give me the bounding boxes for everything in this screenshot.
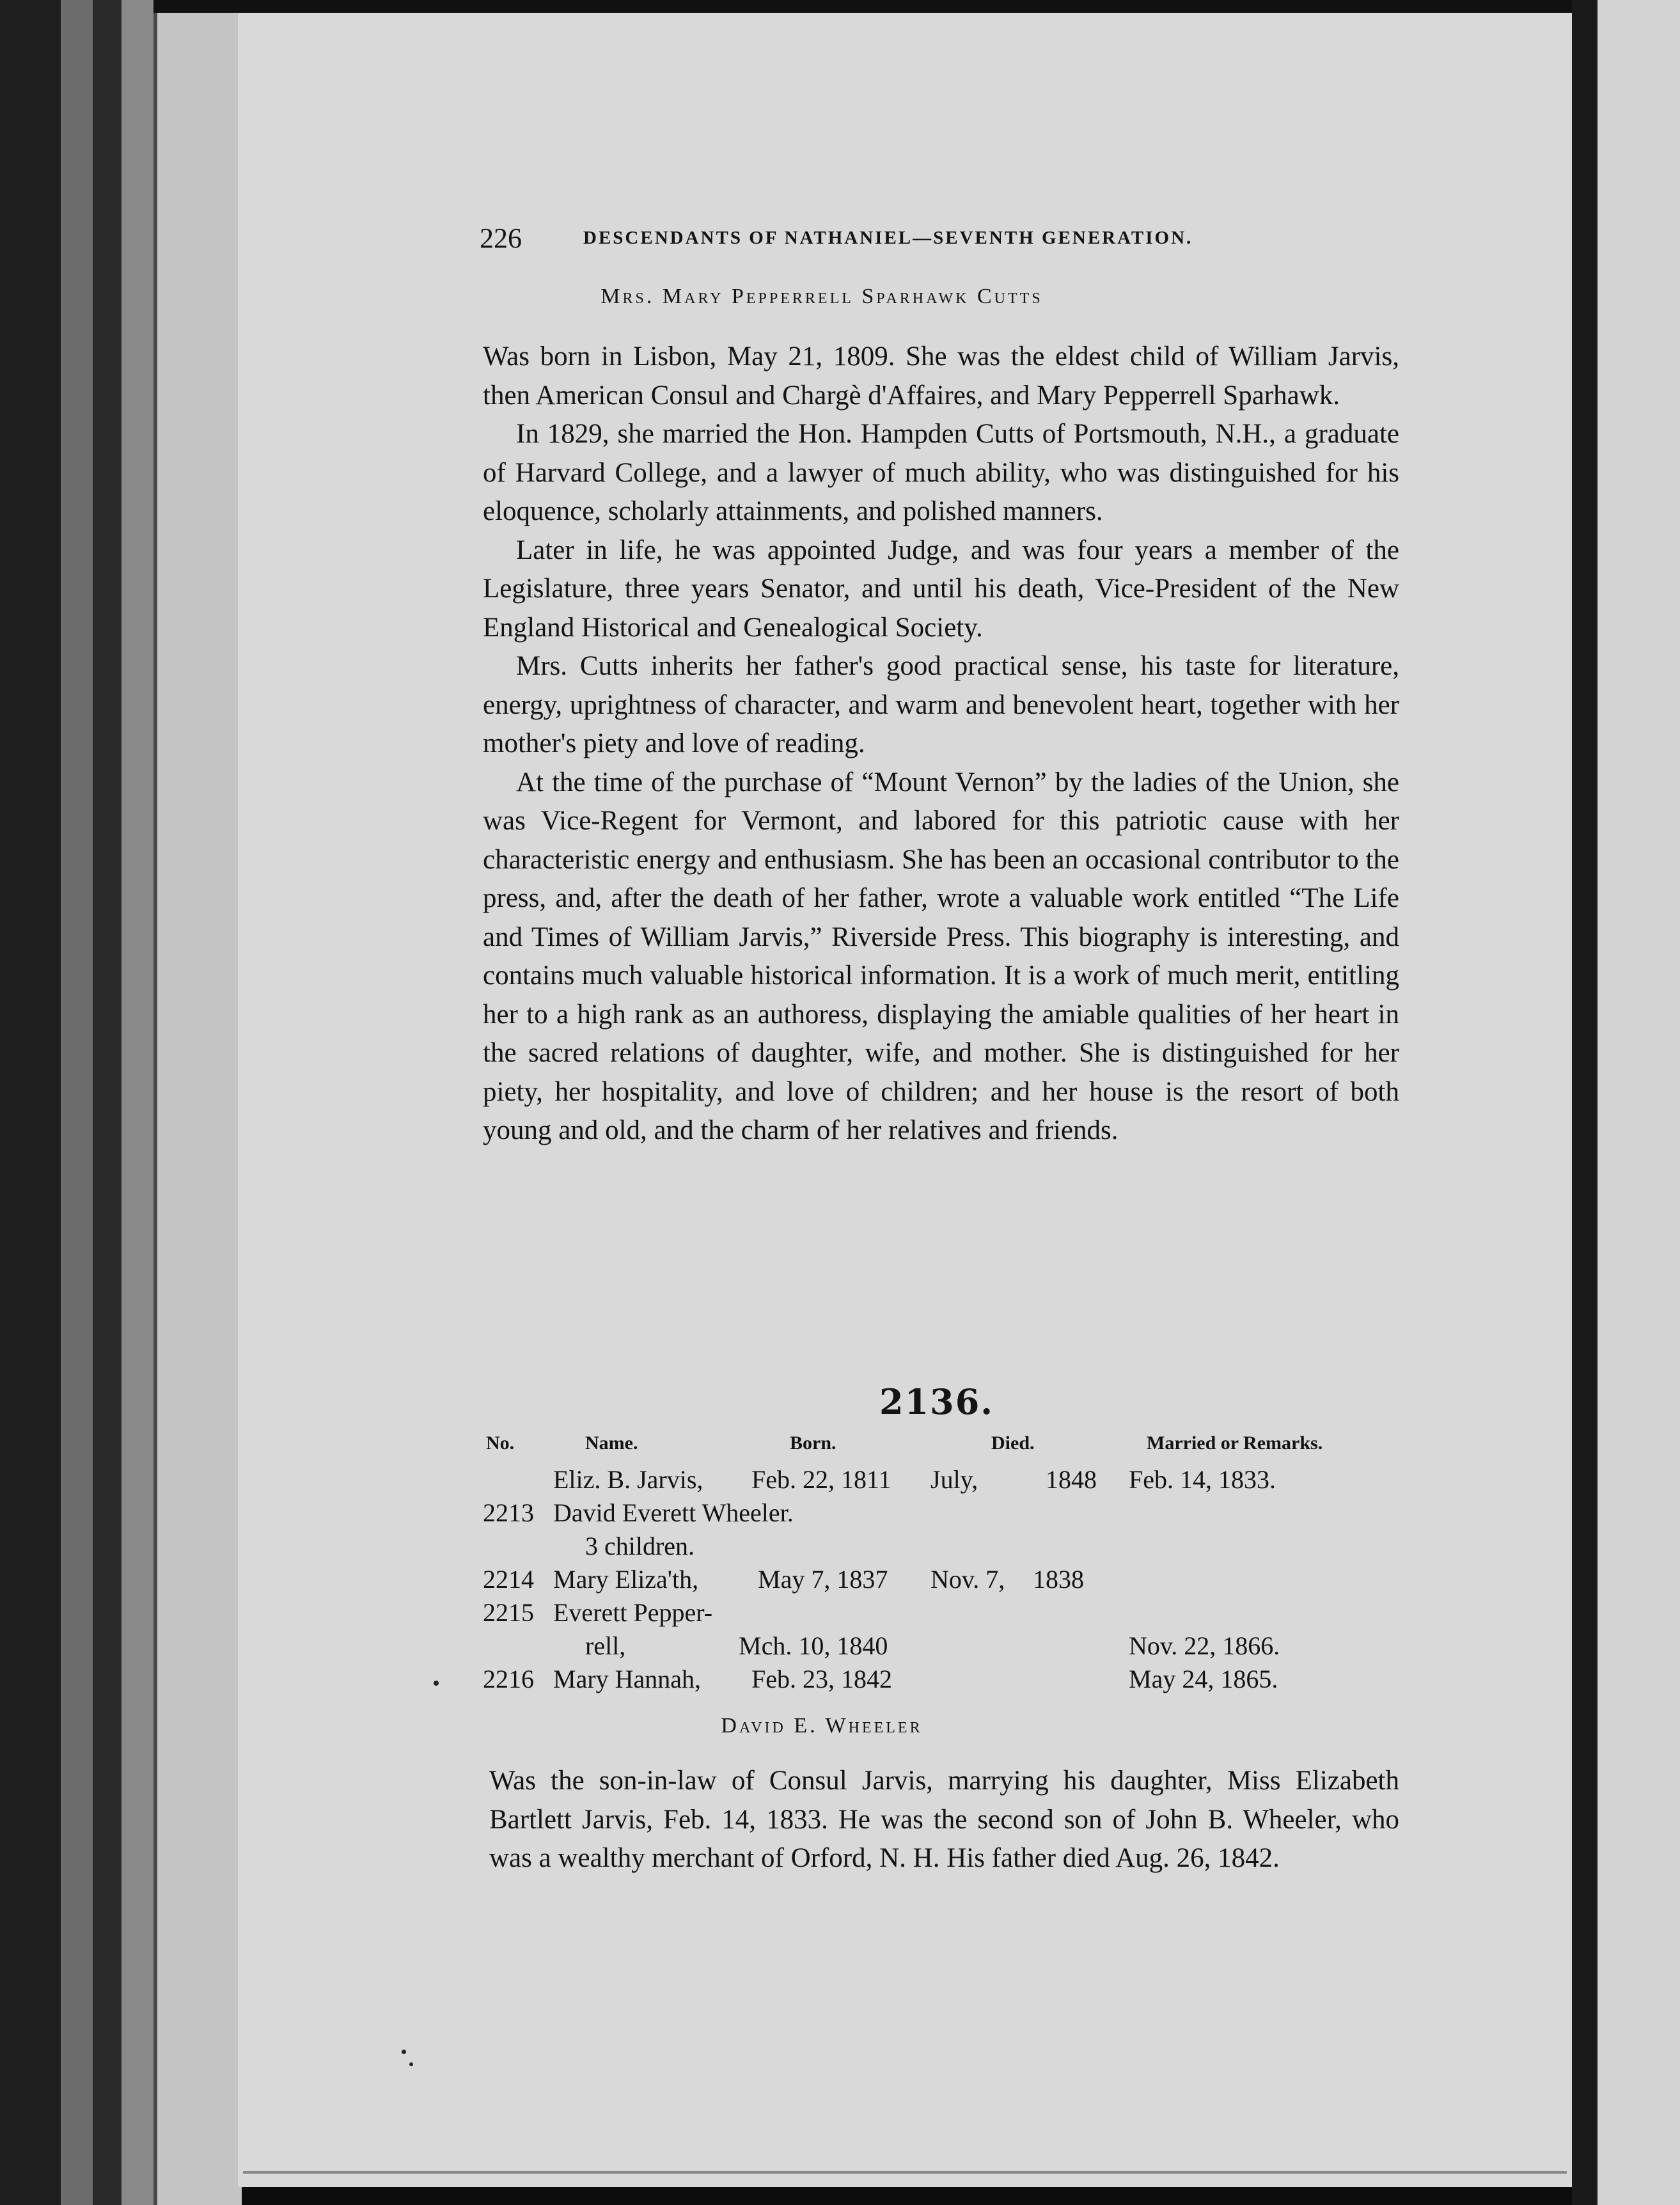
table-row — [483, 1464, 1404, 1498]
column-header-no: No. — [486, 1432, 515, 1454]
scan-border-left — [0, 0, 61, 2205]
scan-border-top — [153, 0, 1573, 13]
cell-born: Feb. 23, 1842 — [751, 1665, 892, 1693]
family-number: 2136. — [879, 1381, 994, 1422]
paragraph: Mrs. Cutts inherits her father's good practical sense, his taste for literature, energy, uprightness of character, and warm and benevolent heart, together with her mother's piety and love of reading. — [483, 651, 1399, 758]
section-title: David E. Wheeler — [721, 1714, 923, 1738]
page-header — [480, 219, 1301, 257]
cell-remarks: Feb. 14, 1833. — [1129, 1465, 1276, 1494]
cell-no: 2213 — [483, 1498, 534, 1527]
cell-died-year: 1848 — [1046, 1465, 1097, 1494]
page-number: 226 — [480, 222, 522, 254]
cell-no: 2216 — [483, 1665, 534, 1693]
book-edge — [122, 0, 153, 2205]
scan-speck — [402, 2050, 406, 2054]
table-row — [483, 1631, 1404, 1664]
cell-name: Mary Eliza'th, — [553, 1565, 699, 1594]
scan-border-right — [1572, 0, 1598, 2205]
cell-name: Everett Pepper- — [553, 1598, 713, 1627]
paragraph: In 1829, she married the Hon. Hampden Cutts of Portsmouth, N.H., a graduate of Harvard College, and a lawyer of much ability, who was distinguished for his eloquence, scholarly attainments, and polished manners. — [483, 419, 1399, 526]
cell-born: May 7, 1837 — [758, 1565, 888, 1594]
cell-name: rell, — [585, 1631, 626, 1660]
book-edge — [61, 0, 93, 2205]
cell-died-year: 1838 — [1033, 1565, 1084, 1594]
table-row — [483, 1664, 1404, 1697]
biography-text — [489, 1762, 1399, 1878]
scan-speck — [409, 2062, 413, 2066]
cell-remarks: May 24, 1865. — [1129, 1665, 1278, 1693]
book-edge — [153, 0, 242, 2205]
section-title: Mrs. Mary Pepperrell Sparhawk Cutts — [601, 285, 1043, 308]
column-header-died: Died. — [991, 1432, 1035, 1454]
cell-name: Mary Hannah, — [553, 1665, 702, 1693]
paragraph: At the time of the purchase of “Mount Vernon” by the ladies of the Union, she was Vice-Regent for Vermont, and labored for this patriotic cause with her characteristic energy and enthusiasm. She has been an occasional contributor to the press, and, after the death of her father, wrote a valuable work entitled “The Life and Times of William Jarvis,” Riverside Press. This biography is interesting, and contains much valuable historical information. It is a work of much merit, entitling her to a high rank as an authoress, displaying the amiable qualities of her heart in the sacred relations of daughter, wife, and mother. She is distinguished for her piety, her hospitality, and love of children; and her house is the resort of both young and old, and the charm of her relatives and friends. — [483, 767, 1399, 1145]
paragraph: Later in life, he was appointed Judge, and was four years a member of the Legislature, three years Senator, and until his death, Vice-President of the New England Historical and Genealogical Society. — [483, 535, 1399, 643]
cell-name: David Everett Wheeler. — [553, 1498, 794, 1527]
cell-died-month: Nov. 7, — [930, 1565, 1005, 1594]
paragraph: Was the son-in-law of Consul Jarvis, marrying his daughter, Miss Elizabeth Bartlett Jarvis, Feb. 14, 1833. He was the second son of John B. Wheeler, who was a wealthy merchant of Orford, N. H. His father died Aug. 26, 1842. — [489, 1766, 1399, 1873]
running-head: DESCENDANTS OF NATHANIEL—SEVENTH GENERATION. — [583, 227, 1193, 248]
cell-died-month: July, — [930, 1465, 978, 1494]
cell-name: 3 children. — [585, 1532, 695, 1560]
book-edge — [93, 0, 122, 2205]
column-header-remarks: Married or Remarks. — [1147, 1432, 1323, 1454]
page-bottom-edge — [243, 2171, 1567, 2174]
scan-speck — [434, 1681, 439, 1686]
table-row — [483, 1498, 1404, 1531]
table-row — [483, 1531, 1404, 1564]
column-header-born: Born. — [790, 1432, 836, 1454]
cell-born: Mch. 10, 1840 — [739, 1631, 888, 1660]
biography-text — [483, 338, 1399, 1150]
paragraph: Was born in Lisbon, May 21, 1809. She was the eldest child of William Jarvis, then American Consul and Chargè d'Affaires, and Mary Pepperrell Sparhawk. — [483, 341, 1399, 411]
cell-remarks: Nov. 22, 1866. — [1129, 1631, 1280, 1660]
next-page-edge — [1598, 0, 1680, 2205]
cell-no: 2215 — [483, 1598, 534, 1627]
table-row — [483, 1564, 1404, 1597]
cell-name: Eliz. B. Jarvis, — [553, 1465, 703, 1494]
table-row — [483, 1597, 1404, 1631]
column-header-name: Name. — [585, 1432, 638, 1454]
cell-born: Feb. 22, 1811 — [751, 1465, 891, 1494]
cell-no: 2214 — [483, 1565, 534, 1594]
